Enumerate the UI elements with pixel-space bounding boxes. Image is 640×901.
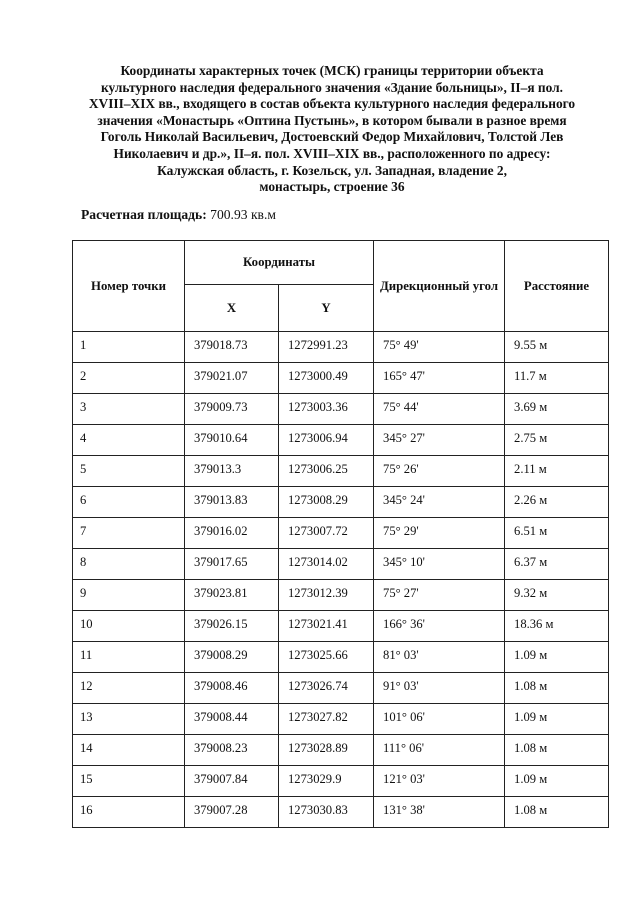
distance-cell: 1.09 м [505, 766, 609, 797]
point-number-cell: 13 [73, 704, 185, 735]
x-cell: 379008.46 [185, 673, 279, 704]
x-cell: 379009.73 [185, 394, 279, 425]
distance-cell: 3.69 м [505, 394, 609, 425]
point-number-cell: 4 [73, 425, 185, 456]
y-cell: 1273006.25 [279, 456, 374, 487]
point-number-cell: 3 [73, 394, 185, 425]
table-row [73, 766, 609, 797]
angle-cell: 121° 03' [374, 766, 505, 797]
table-row [73, 332, 609, 363]
y-cell: 1273030.83 [279, 797, 374, 828]
distance-cell: 1.08 м [505, 673, 609, 704]
angle-cell: 166° 36' [374, 611, 505, 642]
table-row [73, 518, 609, 549]
distance-cell: 6.37 м [505, 549, 609, 580]
point-number-cell: 14 [73, 735, 185, 766]
header-y: Y [279, 285, 374, 332]
x-cell: 379017.65 [185, 549, 279, 580]
x-cell: 379018.73 [185, 332, 279, 363]
x-cell: 379013.83 [185, 487, 279, 518]
distance-cell: 1.08 м [505, 735, 609, 766]
table-row [73, 704, 609, 735]
header-x: X [185, 285, 279, 332]
angle-cell: 75° 44' [374, 394, 505, 425]
table-row [73, 580, 609, 611]
x-cell: 379026.15 [185, 611, 279, 642]
x-cell: 379010.64 [185, 425, 279, 456]
x-cell: 379008.23 [185, 735, 279, 766]
table-row [73, 487, 609, 518]
table-row [73, 456, 609, 487]
distance-cell: 18.36 м [505, 611, 609, 642]
y-cell: 1273014.02 [279, 549, 374, 580]
x-cell: 379023.81 [185, 580, 279, 611]
x-cell: 379007.84 [185, 766, 279, 797]
angle-cell: 165° 47' [374, 363, 505, 394]
angle-cell: 345° 10' [374, 549, 505, 580]
distance-cell: 9.55 м [505, 332, 609, 363]
table-body [73, 332, 609, 828]
x-cell: 379021.07 [185, 363, 279, 394]
x-cell: 379013.3 [185, 456, 279, 487]
table-row [73, 425, 609, 456]
y-cell: 1273012.39 [279, 580, 374, 611]
table-row [73, 611, 609, 642]
point-number-cell: 11 [73, 642, 185, 673]
distance-cell: 6.51 м [505, 518, 609, 549]
calculated-area [81, 207, 276, 223]
point-number-cell: 2 [73, 363, 185, 394]
y-cell: 1273028.89 [279, 735, 374, 766]
header-direction-angle: Дирекционный угол [374, 241, 505, 332]
area-value: 700.93 кв.м [210, 207, 276, 222]
title-line: Координаты характерных точек (МСК) границы территории объекта [120, 63, 544, 78]
y-cell: 1273026.74 [279, 673, 374, 704]
x-cell: 379008.44 [185, 704, 279, 735]
x-cell: 379007.28 [185, 797, 279, 828]
header-distance: Расстояние [505, 241, 609, 332]
angle-cell: 345° 24' [374, 487, 505, 518]
title-line: Гоголь Николай Васильевич, Достоевский Федор Михайлович, Толстой Лев [100, 129, 564, 145]
table-row [73, 673, 609, 704]
distance-cell: 1.09 м [505, 704, 609, 735]
angle-cell: 101° 06' [374, 704, 505, 735]
y-cell: 1273025.66 [279, 642, 374, 673]
coordinates-table [72, 240, 609, 828]
title-line: Калужская область, г. Козельск, ул. Западная, владение 2, [157, 162, 507, 178]
distance-cell: 9.32 м [505, 580, 609, 611]
angle-cell: 91° 03' [374, 673, 505, 704]
angle-cell: 75° 29' [374, 518, 505, 549]
title-line: монастырь, строение 36 [259, 179, 405, 195]
distance-cell: 2.11 м [505, 456, 609, 487]
distance-cell: 2.26 м [505, 487, 609, 518]
point-number-cell: 8 [73, 549, 185, 580]
title-line: XVIII–XIX вв., входящего в состав объекта культурного наследия федерального [88, 96, 576, 112]
table-row [73, 363, 609, 394]
header-point-number: Номер точки [73, 241, 185, 332]
table-row [73, 642, 609, 673]
y-cell: 1273006.94 [279, 425, 374, 456]
x-cell: 379008.29 [185, 642, 279, 673]
point-number-cell: 1 [73, 332, 185, 363]
y-cell: 1273029.9 [279, 766, 374, 797]
table-row [73, 797, 609, 828]
point-number-cell: 12 [73, 673, 185, 704]
angle-cell: 75° 27' [374, 580, 505, 611]
title-line: значения «Монастырь «Оптина Пустынь», в котором бывали в разное время [97, 112, 567, 128]
header-coordinates: Координаты [185, 241, 374, 285]
table-row [73, 735, 609, 766]
angle-cell: 81° 03' [374, 642, 505, 673]
y-cell: 1273007.72 [279, 518, 374, 549]
angle-cell: 131° 38' [374, 797, 505, 828]
area-label: Расчетная площадь: [81, 207, 207, 222]
distance-cell: 1.08 м [505, 797, 609, 828]
point-number-cell: 7 [73, 518, 185, 549]
distance-cell: 11.7 м [505, 363, 609, 394]
distance-cell: 2.75 м [505, 425, 609, 456]
point-number-cell: 10 [73, 611, 185, 642]
title-line: Николаевич и др.», II–я. пол. XVIII–XIX вв., расположенного по адресу: [113, 145, 551, 161]
point-number-cell: 5 [73, 456, 185, 487]
point-number-cell: 15 [73, 766, 185, 797]
table-row [73, 549, 609, 580]
point-number-cell: 16 [73, 797, 185, 828]
angle-cell: 345° 27' [374, 425, 505, 456]
y-cell: 1273021.41 [279, 611, 374, 642]
angle-cell: 111° 06' [374, 735, 505, 766]
angle-cell: 75° 26' [374, 456, 505, 487]
y-cell: 1273008.29 [279, 487, 374, 518]
x-cell: 379016.02 [185, 518, 279, 549]
distance-cell: 1.09 м [505, 642, 609, 673]
y-cell: 1273027.82 [279, 704, 374, 735]
angle-cell: 75° 49' [374, 332, 505, 363]
title-line: культурного наследия федерального значения «Здание больницы», II–я пол. [100, 79, 564, 95]
table-row [73, 394, 609, 425]
document-title [62, 63, 602, 196]
point-number-cell: 6 [73, 487, 185, 518]
y-cell: 1272991.23 [279, 332, 374, 363]
y-cell: 1273000.49 [279, 363, 374, 394]
y-cell: 1273003.36 [279, 394, 374, 425]
point-number-cell: 9 [73, 580, 185, 611]
